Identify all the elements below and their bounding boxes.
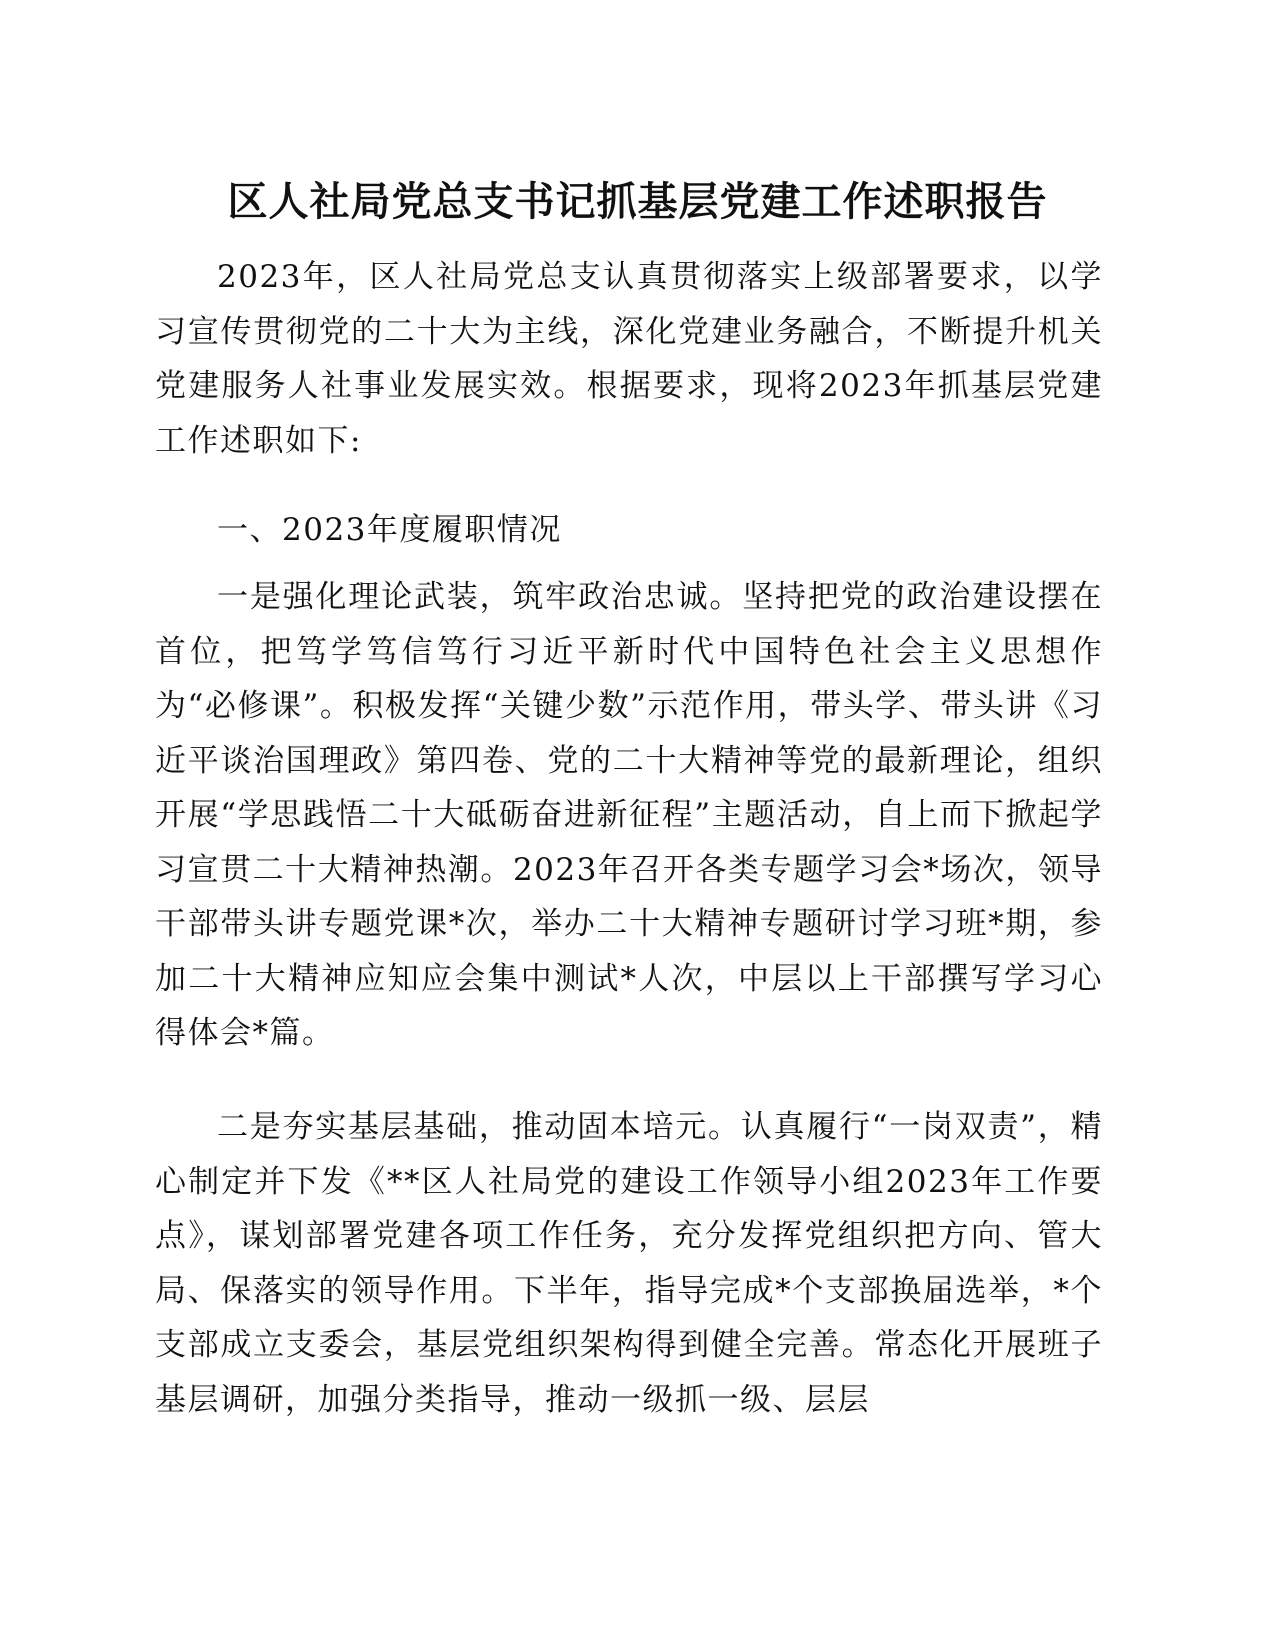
section-heading: 一、2023年度履职情况	[217, 512, 562, 548]
paragraph-point-one: 一是强化理论武装，筑牢政治忠诚。坚持把党的政治建设摆在首位，把笃学笃信笃行习近平新时代中国特色社会主义思想作为“必修课”。积极发挥“关键少数”示范作用，带头学、带头讲《习近平谈治国理政》第四卷、党的二十大精神等党的最新理论，组织开展“学思践悟二十大砥砺奋进新征程”主题活动，自上而下掀起学习宣贯二十大精神热潮。2023年召开各类专题学习会*场次，领导干部带头讲专题党课*次，举办二十大精神专题研讨学习班*期，参加二十大精神应知应会集中测试*人次，中层以上干部撰写学习心得体会*篇。	[155, 579, 1103, 1051]
paragraph-point-two: 二是夯实基层基础，推动固本培元。认真履行“一岗双责”，精心制定并下发《**区人社局党的建设工作领导小组2023年工作要点》，谋划部署党建各项工作任务，充分发挥党组织把方向、管大局、保落实的领导作用。下半年，指导完成*个支部换届选举，*个支部成立支委会，基层党组织架构得到健全完善。常态化开展班子基层调研，加强分类指导，推动一级抓一级、层层	[155, 1109, 1103, 1418]
page-title: 区人社局党总支书记抓基层党建工作述职报告	[227, 179, 1048, 225]
intro-paragraph: 2023年，区人社局党总支认真贯彻落实上级部署要求，以学习宣传贯彻党的二十大为主线，深化党建业务融合，不断提升机关党建服务人社事业发展实效。根据要求，现将2023年抓基层党建工作述职如下:	[155, 259, 1103, 459]
